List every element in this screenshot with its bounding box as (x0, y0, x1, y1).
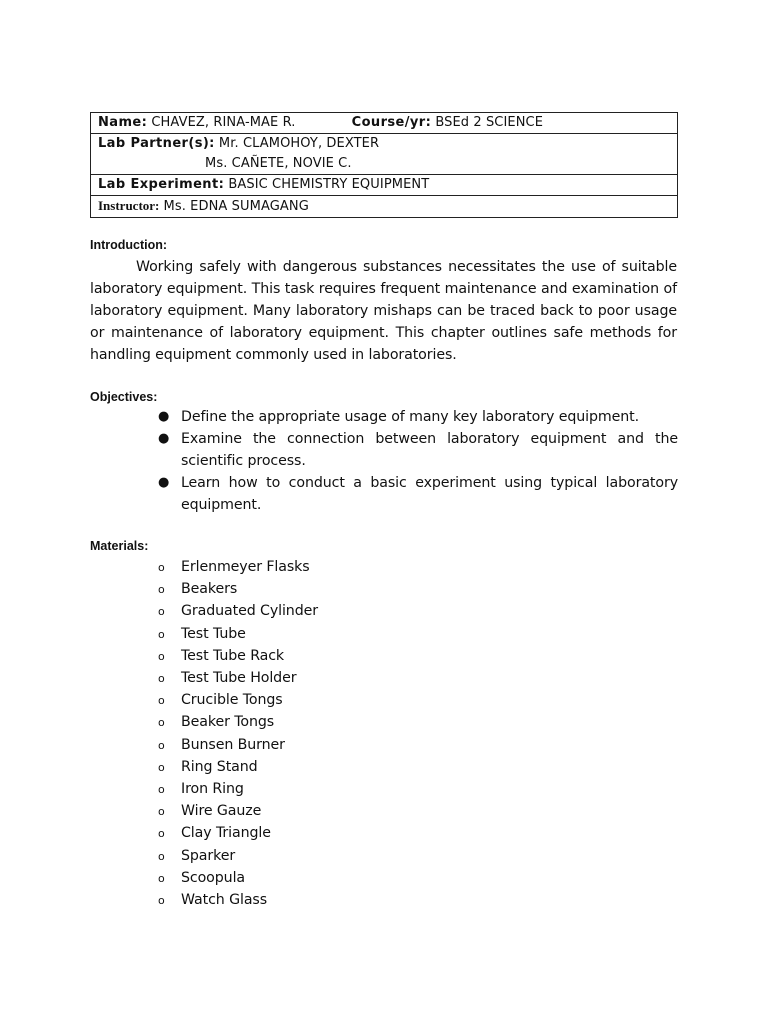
course-value: BSEd 2 SCIENCE (435, 115, 544, 130)
name-label: Name: (98, 115, 148, 130)
filled-circle-bullet-icon: ● (158, 409, 170, 424)
list-item: o Beakers (158, 578, 558, 600)
lab-experiment-value: BASIC CHEMISTRY EQUIPMENT (228, 177, 430, 192)
list-item: o Test Tube Holder (158, 667, 558, 689)
list-item: o Beaker Tongs (158, 711, 558, 733)
list-item: ● Examine the connection between laboratory equipment and the scientific process. (158, 428, 678, 472)
lab-partner-1: Mr. CLAMOHOY, DEXTER (218, 136, 380, 151)
hollow-circle-bullet-icon: o (158, 605, 165, 619)
hollow-circle-bullet-icon: o (158, 649, 165, 663)
list-item: o Graduated Cylinder (158, 600, 558, 622)
hollow-circle-bullet-icon: o (158, 805, 165, 819)
lab-partner-2: Ms. CAÑETE, NOVIE C. (205, 156, 352, 171)
student-info-table (90, 112, 678, 218)
instructor-label: Instructor: (98, 198, 160, 213)
hollow-circle-bullet-icon: o (158, 849, 165, 863)
materials-list (158, 556, 558, 911)
lab-partners-label: Lab Partner(s): (98, 136, 215, 151)
list-item: o Iron Ring (158, 778, 558, 800)
hollow-circle-bullet-icon: o (158, 627, 165, 641)
hollow-circle-bullet-icon: o (158, 783, 165, 797)
objectives-heading: Objectives: (90, 390, 158, 404)
hollow-circle-bullet-icon: o (158, 894, 165, 908)
instructor-row (91, 196, 678, 218)
list-item: o Wire Gauze (158, 800, 558, 822)
name-value: CHAVEZ, RINA-MAE R. (151, 115, 296, 130)
hollow-circle-bullet-icon: o (158, 694, 165, 708)
course-label: Course/yr: (351, 115, 432, 130)
filled-circle-bullet-icon: ● (158, 475, 170, 490)
filled-circle-bullet-icon: ● (158, 431, 170, 446)
list-item: o Test Tube Rack (158, 645, 558, 667)
list-item: o Scoopula (158, 867, 558, 889)
list-item: ● Learn how to conduct a basic experiment using typical laboratory equipment. (158, 472, 678, 516)
list-item: o Watch Glass (158, 889, 558, 911)
list-item: ● Define the appropriate usage of many key laboratory equipment. (158, 406, 678, 428)
hollow-circle-bullet-icon: o (158, 672, 165, 686)
hollow-circle-bullet-icon: o (158, 561, 165, 574)
name-row (91, 113, 678, 134)
introduction-paragraph: Working safely with dangerous substances necessitates the use of suitable laboratory equipment. This task requires frequent maintenance and examination of laboratory equipment. Many laboratory mishaps can be traced back to poor usage or maintenance of laboratory equipment. This chapter outlines safe methods for handling equipment commonly used in laboratories. (90, 259, 677, 363)
introduction-heading: Introduction: (90, 238, 168, 252)
hollow-circle-bullet-icon: o (158, 827, 165, 841)
lab-experiment-label: Lab Experiment: (98, 177, 225, 192)
hollow-circle-bullet-icon: o (158, 716, 165, 730)
list-item: o Crucible Tongs (158, 689, 558, 711)
list-item: o Bunsen Burner (158, 734, 558, 756)
list-item: o Test Tube (158, 623, 558, 645)
materials-heading: Materials: (90, 539, 149, 553)
instructor-value: Ms. EDNA SUMAGANG (163, 199, 309, 214)
objectives-list (158, 406, 678, 516)
hollow-circle-bullet-icon: o (158, 871, 165, 885)
lab-experiment-row (91, 175, 678, 196)
lab-partners-row (91, 134, 678, 175)
hollow-circle-bullet-icon: o (158, 760, 165, 774)
list-item: o Clay Triangle (158, 822, 558, 844)
course-block (352, 113, 543, 133)
hollow-circle-bullet-icon: o (158, 583, 165, 597)
list-item: o Erlenmeyer Flasks (158, 556, 558, 578)
hollow-circle-bullet-icon: o (158, 738, 165, 752)
list-item: o Ring Stand (158, 756, 558, 778)
list-item: o Sparker (158, 845, 558, 867)
